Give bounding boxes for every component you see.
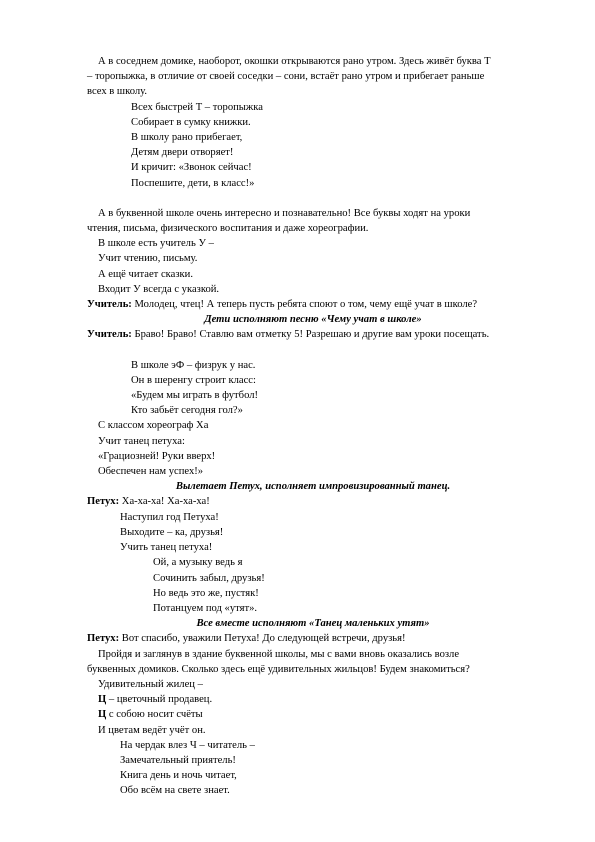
paragraph-line: – торопыжка, в отличие от своей соседки – сони, встаёт рано утром и прибегает раньше	[87, 71, 485, 83]
dialogue-line	[87, 297, 539, 312]
poem-line: А ещё читает сказки.	[98, 268, 193, 280]
letter-highlight: Ц	[98, 709, 107, 721]
poem-line	[87, 707, 539, 722]
poem-line: Собирает в сумку книжки.	[131, 116, 251, 128]
poem-line: Потанцуем под «утят».	[153, 602, 258, 614]
poem-line: И цветам ведёт учёт он.	[98, 724, 206, 736]
poem-line: В школе есть учитель У –	[98, 238, 214, 250]
dialogue-text: Вот спасибо, уважили Петуха! До следующей встречи, друзья!	[119, 633, 406, 645]
dialogue-text: Ха-ха-ха! Ха-ха-ха!	[119, 496, 210, 508]
dialogue-line	[87, 631, 539, 646]
poem-line: «Грациозней! Руки вверх!	[98, 450, 216, 462]
blank-line	[87, 191, 539, 206]
poem-line: Кто забьёт сегодня гол?»	[131, 405, 243, 417]
poem-line: Он в шеренгу строит класс:	[131, 374, 256, 386]
poem-line: Всех быстрей Т – торопыжка	[131, 101, 263, 113]
stage-direction: Все вместе исполняют «Танец маленьких утят»	[196, 618, 430, 630]
speaker-name: Петух:	[87, 633, 120, 645]
dialogue-line	[87, 494, 539, 509]
poem-line: Выходите – ка, друзья!	[120, 526, 224, 538]
poem-line: Учит танец петуха:	[98, 435, 185, 447]
dialogue-line	[87, 327, 539, 342]
poem-line: И кричит: «Звонок сейчас!	[131, 162, 252, 174]
document-body	[87, 54, 539, 799]
poem-line	[87, 692, 539, 707]
poem-line: С классом хореограф Ха	[98, 420, 209, 432]
speaker-name: Учитель:	[87, 299, 132, 311]
paragraph-line: буквенных домиков. Сколько здесь ещё удивительных жильцов! Будем знакомиться?	[87, 663, 470, 675]
stage-direction: Дети исполняют песню «Чему учат в школе»	[204, 314, 422, 326]
poem-line: Книга день и ночь читает,	[120, 770, 237, 782]
paragraph-line: Пройдя и заглянув в здание буквенной школы, мы с вами вновь оказались возле	[98, 648, 460, 660]
speaker-name: Петух:	[87, 496, 120, 508]
paragraph-line: А в соседнем домике, наоборот, окошки открываются рано утром. Здесь живёт буква Т	[98, 56, 491, 67]
poem-line: На чердак влез Ч – читатель –	[120, 739, 255, 751]
paragraph-line: всех в школу.	[87, 86, 148, 98]
dialogue-text: Молодец, чтец! А теперь пусть ребята споют о том, чему ещё учат в школе?	[131, 299, 478, 311]
poem-line: В школу рано прибегает,	[131, 132, 243, 144]
dialogue-text: Браво! Браво! Ставлю вам отметку 5! Разрешаю и другие вам уроки посещать.	[131, 329, 490, 341]
poem-line: Учить танец петуха!	[120, 542, 213, 554]
poem-line: Сочинить забыл, друзья!	[153, 572, 265, 584]
poem-line: Учит чтению, письму.	[98, 253, 198, 265]
poem-line: В школе эФ – физрук у нас.	[131, 359, 256, 371]
poem-line: Входит У всегда с указкой.	[98, 283, 220, 295]
poem-line: Обо всём на свете знает.	[120, 785, 230, 797]
blank-line	[87, 343, 539, 358]
stage-direction: Вылетает Петух, исполняет импровизированный танец.	[175, 481, 451, 493]
poem-line: Удивительный жилец –	[98, 678, 203, 690]
paragraph-line: А в буквенной школе очень интересно и познавательно! Все буквы ходят на уроки	[98, 207, 471, 219]
poem-line: Замечательный приятель!	[120, 754, 236, 766]
letter-highlight: Ц	[98, 694, 107, 706]
poem-text: – цветочный продавец.	[106, 694, 213, 706]
poem-line: Но ведь это же, пустяк!	[153, 587, 259, 599]
poem-line: Поспешите, дети, в класс!»	[131, 177, 255, 189]
paragraph-line: чтения, письма, физического воспитания и даже хореографии.	[87, 223, 369, 235]
poem-line: Детям двери отворяет!	[131, 147, 234, 159]
poem-line: «Будем мы играть в футбол!	[131, 390, 259, 402]
poem-line: Обеспечен нам успех!»	[98, 466, 204, 478]
poem-line: Ой, а музыку ведь я	[153, 557, 243, 569]
poem-line: Наступил год Петуха!	[120, 511, 219, 523]
poem-text: с собою носит счёты	[106, 709, 203, 721]
speaker-name: Учитель:	[87, 329, 132, 341]
